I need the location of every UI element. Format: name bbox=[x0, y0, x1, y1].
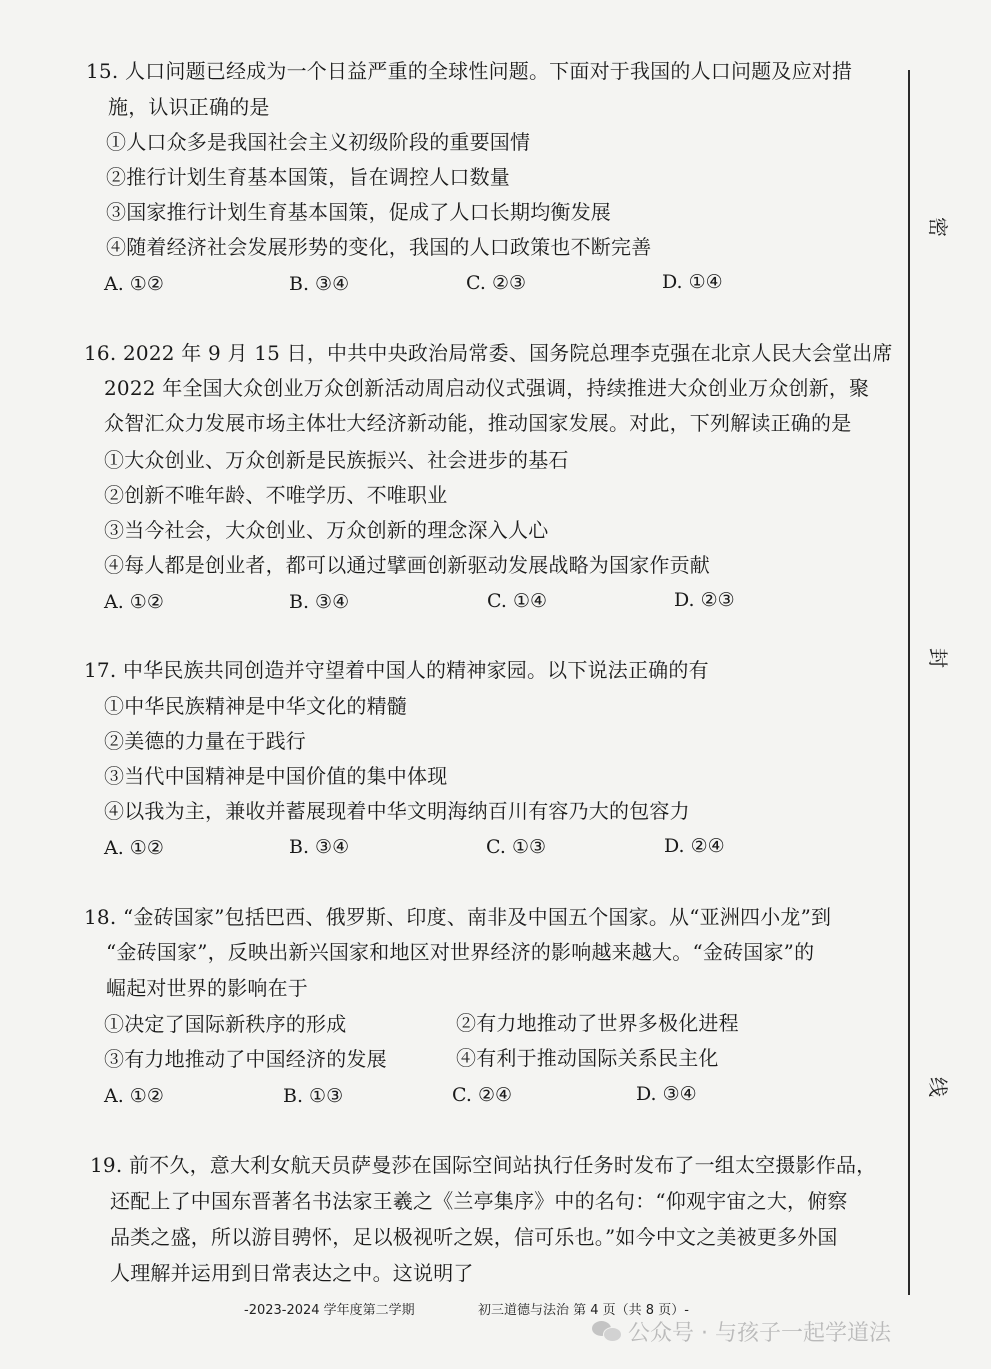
question-18-statement-1: ①决定了国际新秩序的形成 bbox=[104, 1012, 347, 1036]
question-15-statement-2: ②推行计划生育基本国策，旨在调控人口数量 bbox=[106, 165, 510, 189]
question-17-option-a: A. ①② bbox=[104, 837, 164, 859]
margin-char-xian: 线 bbox=[926, 1077, 950, 1097]
footer-subject-page: 初三道德与法治 第 4 页（共 8 页）- bbox=[478, 1303, 689, 1318]
question-15-stem-line-1: 15. 人口问题已经成为一个日益严重的全球性问题。下面对于我国的人口问题及应对措 bbox=[86, 59, 853, 83]
question-18-statement-3: ③有力地推动了中国经济的发展 bbox=[104, 1047, 387, 1071]
question-15-statement-3: ③国家推行计划生育基本国策，促成了人口长期均衡发展 bbox=[106, 200, 611, 224]
footer-term: -2023-2024 学年度第二学期 bbox=[244, 1303, 415, 1318]
question-19-stem-line-2: 还配上了中国东晋著名书法家王羲之《兰亭集序》中的名句：“仰观宇宙之大，俯察 bbox=[110, 1189, 848, 1213]
question-17-option-d: D. ②④ bbox=[664, 835, 725, 857]
question-16-statement-3: ③当今社会，大众创业、万众创新的理念深入人心 bbox=[104, 518, 549, 542]
wechat-watermark bbox=[592, 1314, 891, 1348]
question-15-statement-1: ①人口众多是我国社会主义初级阶段的重要国情 bbox=[106, 130, 531, 154]
question-19-stem-line-4: 人理解并运用到日常表达之中。这说明了 bbox=[110, 1261, 474, 1285]
binding-margin-line bbox=[908, 70, 910, 1295]
question-18-option-c: C. ②④ bbox=[452, 1084, 513, 1106]
question-17-option-b: B. ③④ bbox=[289, 836, 350, 858]
question-18-option-a: A. ①② bbox=[104, 1085, 164, 1107]
question-15-option-b: B. ③④ bbox=[289, 273, 350, 295]
margin-char-feng: 封 bbox=[926, 648, 950, 668]
question-16-stem-line-2: 2022 年全国大众创业万众创新活动周启动仪式强调，持续推进大众创业万众创新，聚 bbox=[104, 376, 870, 400]
question-16-option-b: B. ③④ bbox=[289, 591, 350, 613]
question-17-stem: 17. 中华民族共同创造并守望着中国人的精神家园。以下说法正确的有 bbox=[84, 658, 709, 682]
watermark-text: 公众号 · 与孩子一起学道法 bbox=[628, 1320, 891, 1346]
margin-char-mi: 密 bbox=[926, 217, 950, 237]
question-17-option-c: C. ①③ bbox=[486, 836, 547, 858]
question-16-statement-4: ④每人都是创业者，都可以通过擘画创新驱动发展战略为国家作贡献 bbox=[104, 553, 710, 577]
question-17-statement-4: ④以我为主，兼收并蓄展现着中华文明海纳百川有容乃大的包容力 bbox=[104, 799, 690, 823]
question-16-option-d: D. ②③ bbox=[674, 589, 735, 611]
question-19-stem-line-1: 19. 前不久，意大利女航天员萨曼莎在国际空间站执行任务时发布了一组太空摄影作品， bbox=[90, 1153, 877, 1177]
question-18-stem-line-3: 崛起对世界的影响在于 bbox=[106, 976, 308, 1000]
question-16-statement-1: ①大众创业、万众创新是民族振兴、社会进步的基石 bbox=[104, 448, 569, 472]
question-16-stem-line-1: 16. 2022 年 9 月 15 日，中共中央政治局常委、国务院总理李克强在北京人民大会堂出席 bbox=[84, 341, 893, 365]
question-16-stem-line-3: 众智汇众力发展市场主体壮大经济新动能，推动国家发展。对此，下列解读正确的是 bbox=[104, 411, 852, 435]
question-18-statement-2: ②有力地推动了世界多极化进程 bbox=[456, 1011, 739, 1035]
question-18-statement-4: ④有利于推动国际关系民主化 bbox=[456, 1046, 719, 1070]
question-15-stem-line-2: 施，认识正确的是 bbox=[108, 95, 270, 119]
question-18-stem-line-1: 18. “金砖国家”包括巴西、俄罗斯、印度、南非及中国五个国家。从“亚洲四小龙”到 bbox=[84, 905, 832, 929]
question-15-option-c: C. ②③ bbox=[466, 272, 527, 294]
question-17-statement-2: ②美德的力量在于践行 bbox=[104, 729, 306, 753]
question-17-statement-3: ③当代中国精神是中国价值的集中体现 bbox=[104, 764, 448, 788]
question-15-option-d: D. ①④ bbox=[662, 271, 723, 293]
question-15-option-a: A. ①② bbox=[104, 273, 164, 295]
question-16-option-c: C. ①④ bbox=[487, 590, 548, 612]
question-17-statement-1: ①中华民族精神是中华文化的精髓 bbox=[104, 694, 407, 718]
question-15-statement-4: ④随着经济社会发展形势的变化，我国的人口政策也不断完善 bbox=[106, 235, 652, 259]
wechat-icon bbox=[592, 1319, 622, 1343]
question-18-stem-line-2: “金砖国家”，反映出新兴国家和地区对世界经济的影响越来越大。“金砖国家”的 bbox=[106, 940, 815, 964]
question-16-option-a: A. ①② bbox=[104, 591, 164, 613]
question-16-statement-2: ②创新不唯年龄、不唯学历、不唯职业 bbox=[104, 483, 448, 507]
question-18-option-d: D. ③④ bbox=[636, 1083, 697, 1105]
question-19-stem-line-3: 品类之盛，所以游目骋怀，足以极视听之娱，信可乐也。”如今中文之美被更多外国 bbox=[110, 1225, 838, 1249]
question-18-option-b: B. ①③ bbox=[283, 1085, 344, 1107]
